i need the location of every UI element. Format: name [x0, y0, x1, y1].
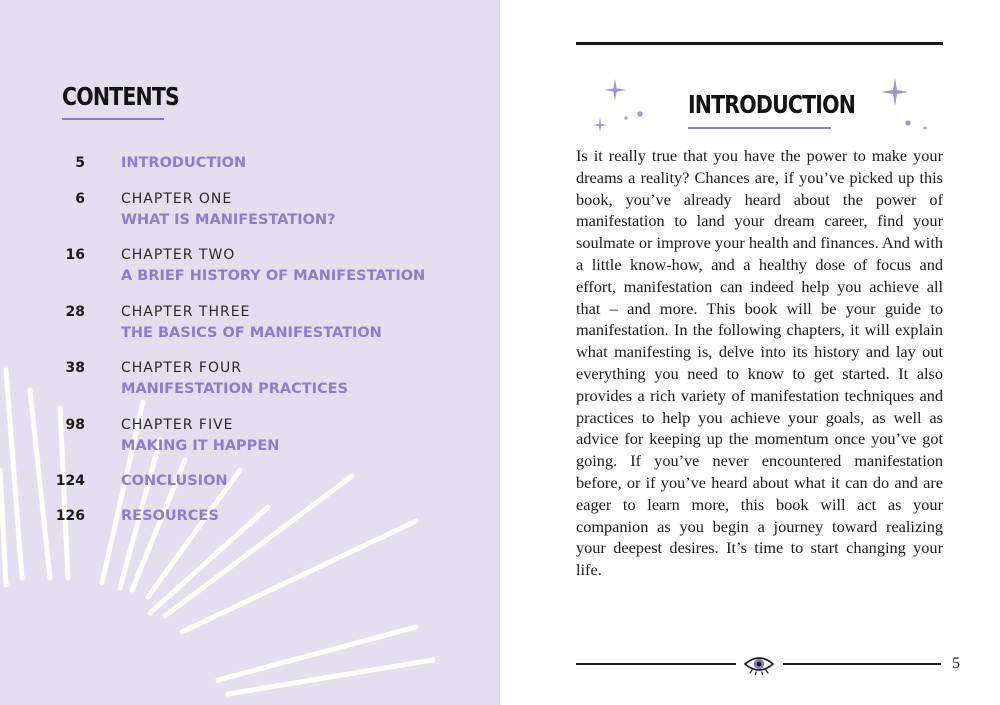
- toc-chapter-label: CHAPTER FIVE: [121, 417, 234, 433]
- footer-rule-left: [576, 663, 736, 665]
- toc-page-number: 28: [65, 304, 85, 320]
- toc-title: CONCLUSION: [121, 473, 228, 489]
- toc-page-number: 126: [55, 508, 85, 524]
- toc-title: THE BASICS OF MANIFESTATION: [121, 325, 382, 341]
- toc-page-number: 98: [65, 417, 85, 433]
- toc-page-number: 124: [55, 473, 85, 489]
- introduction-heading-underline: [688, 127, 831, 129]
- contents-heading: CONTENTS: [62, 82, 179, 111]
- toc-chapter-label: CHAPTER THREE: [121, 304, 251, 320]
- introduction-page: [500, 0, 1000, 705]
- toc-title: MAKING IT HAPPEN: [121, 438, 280, 454]
- toc-title: INTRODUCTION: [121, 155, 247, 171]
- toc-page-number: 6: [75, 191, 85, 207]
- sparkle-dots-decoration: [902, 117, 930, 133]
- contents-heading-underline: [62, 118, 164, 120]
- toc-title: MANIFESTATION PRACTICES: [121, 381, 349, 397]
- toc-title: A BRIEF HISTORY OF MANIFESTATION: [121, 268, 426, 284]
- toc-page-number: 38: [65, 360, 85, 376]
- eye-icon: [743, 653, 775, 675]
- footer-rule-right: [783, 663, 941, 665]
- sparkle-icon: [603, 78, 627, 102]
- introduction-heading: INTRODUCTION: [688, 90, 856, 119]
- page-number: 5: [952, 655, 960, 672]
- sparkle-icon: [592, 117, 608, 133]
- toc-page-number: 16: [65, 247, 85, 263]
- top-rule: [576, 42, 943, 45]
- introduction-body: Is it really true that you have the power to make your dreams a reality? Chances are, if you’ve picked up this book, you’ve already heard about the power of manifestation to land your dream career, find your soulmate or improve your health and finances. And with a little know-how, and a healthy dose of focus and effort, manifestation can indeed help you achieve all that – and more. This book will be your guide to manifestation. In the following chapters, it will explain what manifesting is, delve into its history and lay out everything you need to know to get started. It also provides a rich variety of manifestation techniques and practices to help you achieve your goals, as well as advice for keeping up the momentum once you’ve got going. If you’ve never encountered manifestation before, or if you’ve heard about what it can do and are eager to learn more, this book will act as your companion as you begin a journey toward realizing your deepest desires. It’s time to start changing your life.: [576, 146, 943, 580]
- toc-page-number: 5: [75, 155, 85, 171]
- toc-title: RESOURCES: [121, 508, 219, 524]
- toc-title: WHAT IS MANIFESTATION?: [121, 212, 336, 228]
- toc-chapter-label: CHAPTER TWO: [121, 247, 236, 263]
- sparkle-dots-decoration: [622, 110, 644, 124]
- toc-chapter-label: CHAPTER FOUR: [121, 360, 242, 376]
- sparkle-icon: [880, 77, 910, 107]
- toc-chapter-label: CHAPTER ONE: [121, 191, 233, 207]
